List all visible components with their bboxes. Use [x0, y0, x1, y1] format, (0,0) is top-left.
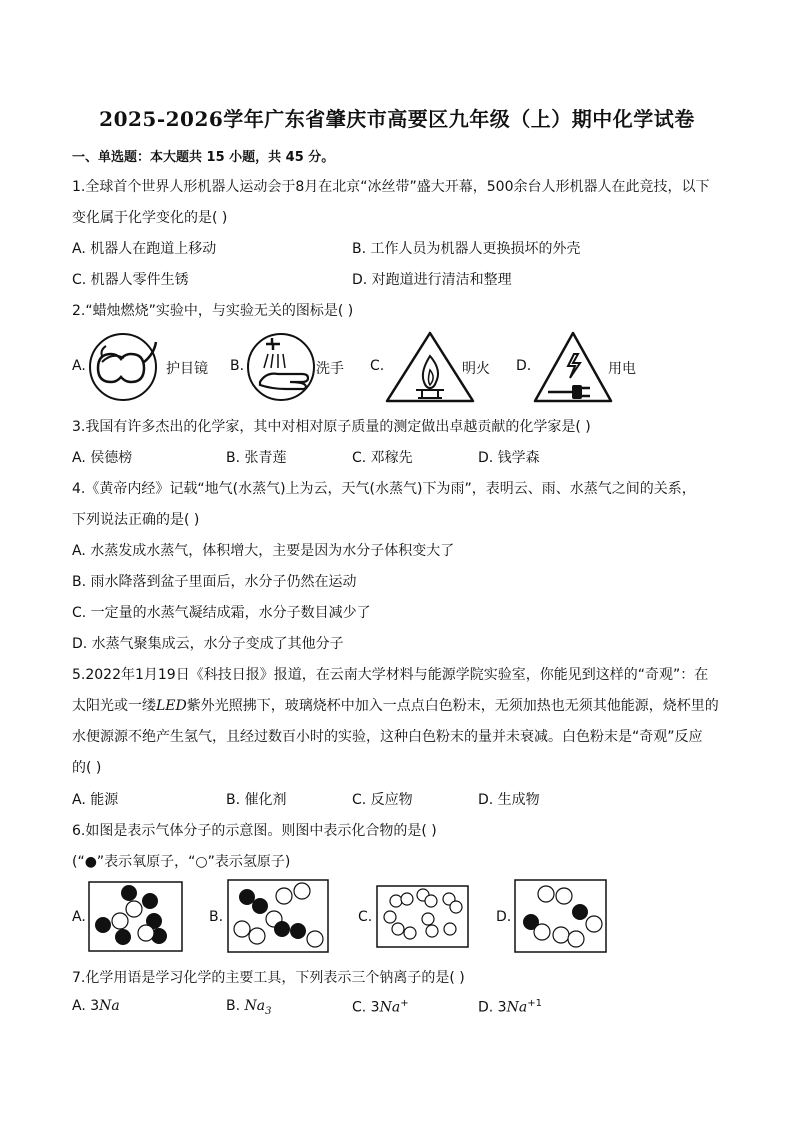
electricity-icon: [532, 330, 614, 404]
molecule-diagram-b: [227, 879, 331, 955]
q7-c-superscript: +: [400, 998, 409, 1009]
q5-stem-line1: 5.2022年1月19日《科技日报》报道，在云南大学材料与能源学院实验室，你能见到这样的“奇观”：在: [72, 667, 709, 683]
q2-option-c-label: C.: [370, 358, 385, 374]
molecule-diagram-c: [376, 885, 470, 949]
q3-stem: 3.我国有许多杰出的化学家，其中对相对原子质量的测定做出卓越贡献的化学家是( ): [72, 419, 591, 435]
q5-stem-line4: 的( ): [72, 760, 102, 776]
q1-stem-line2: 变化属于化学变化的是( ): [72, 210, 228, 226]
molecule-diagram-a: [88, 881, 184, 953]
q7-b-prefix: B.: [226, 998, 245, 1014]
q7-stem: 7.化学用语是学习化学的主要工具，下列表示三个钠离子的是( ): [72, 970, 465, 986]
q7-d-superscript: +1: [527, 998, 542, 1009]
q5-option-b: B. 催化剂: [226, 792, 287, 808]
q7-b-symbol: Na: [244, 998, 266, 1014]
q3-option-b: B. 张青莲: [226, 450, 287, 466]
q5-stem-line2: [72, 695, 719, 715]
q7-d-symbol: Na: [506, 999, 528, 1016]
q7-a-symbol: Na: [99, 998, 120, 1014]
goggles-icon: [88, 332, 162, 402]
q4-option-b: B. 雨水降落到盆子里面后，水分子仍然在运动: [72, 574, 357, 590]
q5-led-term: LED: [156, 698, 187, 714]
q6-option-c-label: C.: [358, 909, 373, 925]
q7-option-b: [226, 998, 272, 1017]
q1-option-d: D. 对跑道进行清洁和整理: [352, 272, 512, 288]
q2-option-c-text: 明火: [462, 361, 490, 377]
q6-stem: 6.如图是表示气体分子的示意图。则图中表示化合物的是( ): [72, 823, 437, 839]
q1-option-b: B. 工作人员为机器人更换损坏的外壳: [352, 241, 581, 257]
q5-option-c: C. 反应物: [352, 792, 413, 808]
q6-option-d-label: D.: [496, 909, 512, 925]
q6-option-b-label: B.: [209, 909, 224, 925]
q5-line2-part1: 太阳光或一缕: [72, 698, 156, 714]
q7-a-prefix: A. 3: [72, 998, 100, 1014]
q5-stem-line3: 水便源源不绝产生氢气，且经过数百小时的实验，这种白色粉末的量并未衰减。白色粉末是“奇观”反应: [72, 729, 703, 745]
q5-option-a: A. 能源: [72, 792, 119, 808]
q2-option-a-label: A.: [72, 358, 86, 374]
q7-b-subscript: 3: [265, 1005, 272, 1017]
section-heading: 一、单选题：本大题共 15 小题，共 45 分。: [72, 150, 335, 165]
q7-c-prefix: C. 3: [352, 999, 380, 1016]
q7-option-a: [72, 998, 120, 1014]
q5-line2-part2: 紫外光照拂下，玻璃烧杯中加入一点点白色粉末，无须加热也无须其他能源，烧杯里的: [186, 698, 719, 714]
page-title: 2025-2026学年广东省肇庆市高要区九年级（上）期中化学试卷: [99, 107, 695, 131]
q1-option-c: C. 机器人零件生锈: [72, 272, 189, 288]
molecule-diagram-d: [514, 879, 608, 955]
q2-icon-options: [72, 330, 732, 405]
q3-option-d: D. 钱学森: [478, 450, 540, 466]
q4-option-c: C. 一定量的水蒸气凝结成霜，水分子数目减少了: [72, 605, 371, 621]
q7-option-c: [352, 998, 409, 1016]
hand-wash-icon: [246, 332, 318, 402]
q4-stem-line1: 4.《黄帝内经》记载“地气(水蒸气)上为云，天气(水蒸气)下为雨”，表明云、雨、水蒸气之间的关系，: [72, 481, 696, 497]
q6-legend: (“●”表示氧原子，“○”表示氢原子): [72, 854, 291, 870]
q3-option-a: A. 侯德榜: [72, 450, 133, 466]
q2-option-b-label: B.: [230, 358, 245, 374]
q4-option-d: D. 水蒸气聚集成云，水分子变成了其他分子: [72, 636, 344, 652]
q2-option-a-text: 护目镜: [166, 361, 208, 377]
q3-option-c: C. 邓稼先: [352, 450, 413, 466]
q2-option-d-text: 用电: [608, 361, 636, 377]
q7-d-prefix: D. 3: [478, 999, 507, 1016]
q5-option-d: D. 生成物: [478, 792, 540, 808]
q4-option-a: A. 水蒸发成水蒸气，体积增大，主要是因为水分子体积变大了: [72, 543, 455, 559]
q2-option-b-text: 洗手: [316, 361, 344, 377]
q4-stem-line2: 下列说法正确的是( ): [72, 512, 200, 528]
q2-option-d-label: D.: [516, 358, 532, 374]
q7-c-symbol: Na: [379, 999, 401, 1016]
q1-option-a: A. 机器人在跑道上移动: [72, 241, 217, 257]
q1-stem-line1: 1.全球首个世界人形机器人运动会于8月在北京“冰丝带”盛大开幕，500余台人形机器人在此竞技，以下: [72, 179, 710, 195]
q2-stem: 2.“蜡烛燃烧”实验中，与实验无关的图标是( ): [72, 303, 354, 319]
q6-option-a-label: A.: [72, 909, 86, 925]
q7-option-d: [478, 998, 542, 1016]
